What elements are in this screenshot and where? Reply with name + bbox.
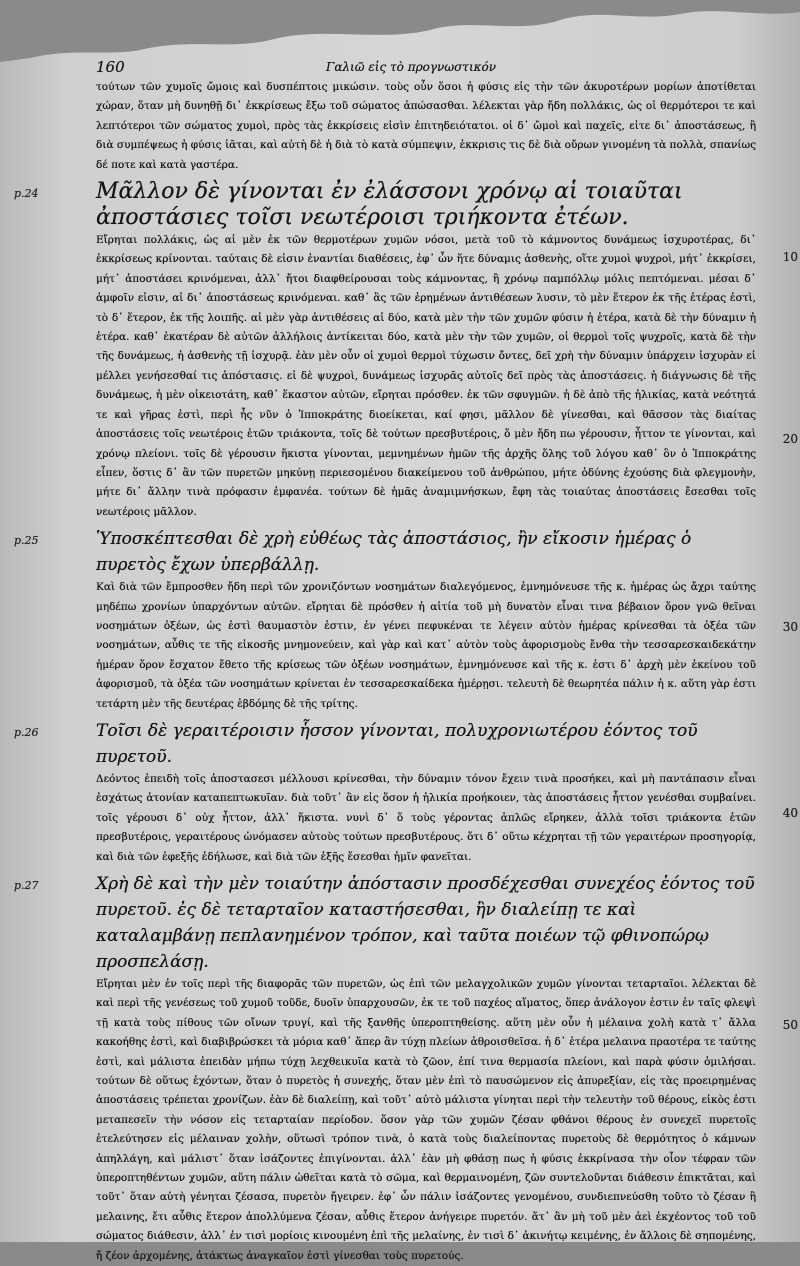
lemma-text: Τοῖσι δὲ γεραιτέροισιν ἧσσον γίνονται, πολυχρονιωτέρου ἐόντος τοῦ πυρετοῦ. [96,720,698,767]
page-header [96,58,736,80]
line-number: 20 [782,432,798,446]
lemma-heading [14,718,756,770]
lemma-heading [14,871,756,975]
lemma-heading [14,526,756,578]
lemma-text: Χρὴ δὲ καὶ τὴν μὲν τοιαύτην ἀπόστασιν προσδέχεσθαι συνεχέος ἐόντος τοῦ πυρετοῦ. ἐς δὲ τεταρταῖον καταστήσεσθαι, ἢν διαλείπῃ τε καὶ καταλαμβάνῃ πεπλανημένον τρόπον, καὶ ταῦτα ποιέων τῷ φθινοπώρῳ προσπελάσῃ. [96,874,755,972]
line-number: 50 [782,1018,798,1032]
commentary-paragraph: Εἴρηται μὲν ἐν τοῖς περὶ τῆς διαφορᾶς τῶν πυρετῶν, ὡς ἐπὶ τῶν μελαγχολικῶν χυμῶν γίνονται τεταρταῖοι. λέλεκται δὲ καὶ περὶ τῆς γενέσεως τοῦ χυμοῦ τοῦδε, δυοῖν ὑπαρχουσῶν, ἐκ τε τοῦ παχέος αἵματος, ὅπερ ἀνάλογον ἐστιν ἐν ταῖς φλεψὶ τῇ κατὰ τοὺς πίθους τῶν οἴνων τρυγί, καὶ τῆς ξανθῆς ὑπεροπτηθείσης. αὕτη μὲν οὖν ἡ μέλαινα χολὴ κατὰ τ᾽ ἄλλα κακοήθης ἐστὶ, καὶ διαβιβρώσκει τὰ μόρια καθ᾽ ἅπερ ἂν τύχῃ πλείων ἀθροισθεῖσα. ἡ δ᾽ ἑτέρα μελαινα πραοτέρα τε ταύτης ἐστὶ, καὶ μάλιστα ἐπειδὰν μήπω τύχῃ λεχθεικυῖα κατὰ τὸ ζῶον, ἐπί τινα θερμασία πλείονι, καὶ παρὰ φύσιν ὁμιλήσαι. τούτων δὲ οὕτως ἐχόντων, ὅταν ὁ πυρετὸς ἡ συνεχής, ὅταν μὲν ἐπὶ τὸ παυσώμενον εἰς ἀπυρεξίαν, εἰς τὰς προειρημένας ἀποστάσεις τρέπεται χρονίζων. ἐὰν δὲ διαλείπῃ, καὶ τοῦτ᾽ αὐτὸ μάλιστα γίνηται περὶ τὴν τελευτὴν τοῦ θέρους, εἰκὸς ἐστι μεταπεσεῖν τὴν νόσον εἰς τεταρταίαν περίοδον. ὅσον γὰρ τῶν χυμῶν ζέσαν φθάνοι θέρους ἐν συνεχεῖ πυρετοῖς ἐτελεύτησεν εἰς μέλαιναν χολὴν, οὕτωσὶ τρόπον τινὰ, ὁ κατὰ τοὺς διαλείποντας πυρετοὺς δὲ θερμότητος ὁ κάμνων ἀπηλλάγη, καὶ μάλιστ᾽ ὅταν ἰσάζοντες ἐπιγίνονται. ἀλλ᾽ ἐὰν μὴ φθάσῃ πως ἡ φύσις ἐκκρίνασα τὴν οἷον τέφραν τῶν ὑπεροπτηθέντων χυμῶν, αὕτη πάλιν ὠθεῖται κατὰ τὸ σῶμα, καὶ θερμαινομένη, ζῶν συντελοῦνται διάθεσιν ἐπικτᾶται, καὶ τοῦτ᾽ ὅταν αὐτὴ γένηται ζέσασα, πυρετὸν ἤγειρεν. ἐφ᾽ ὧν πάλιν ἰσάζοντες γενομένου, συνδιεπνεύσθη τοῦτο τὸ ζέσαν ἢ μελαινης, ἔτι αὖθις ἕτερον ἀπολλύμενα ζέσαν, αὖθις ἕτερον ἀνήγειρε πυρετόν. ἅτ᾽ ἂν μὴ τοῦ μὲν ἀεὶ ἐκχέοντος τοῦ τοῦ σώματος διάθεσιν, ἀλλ᾽ ἐν τισὶ μορίοις κινουμένη ἐπὶ τῆς μελαίνης, ἐν τισὶ δ᾽ ἀκινήτῳ κειμένης, ἐν ἄλλοις δὲ σηπομένης, ἤ ζέον ἀρχομένης, ἀτάκτως ἀναγκαῖον ἐστὶ γίνεσθαι τοὺς πυρετούς. [96,978,756,1262]
commentary-paragraph: Καὶ διὰ τῶν ἔμπροσθεν ἤδη περὶ τῶν χρονιζόντων νοσημάτων διαλεγόμενος, ἐμνημόνευσε τῆς κ. ἡμέρας ὡς ἄχρι ταύτης μηδέπω χρονίων ὑπαρχόντων αὐτῶν. εἴρηται δὲ πρόσθεν ἡ αἰτία τοῦ μὴ δυνατὸν εἶναι τινα βέβαιον ὅρον γνῶ θεῖναι νοσημάτων ὀξέων, ὡς ἐστὶ θαυμαστὸν ἐστιν, ἐν γένει πεφυκέναι τε λέγειν αὐτὸν ἡμέρας κρίνεσθαι τὰ ὀξέα τῶν νοσημάτων, αὖθις τε τῆς εἰκοσῆς μνημονεύειν, καὶ γὰρ καὶ κατ᾽ αὐτὸν τοὺς ἀφορισμοὺς ἔνθα τὴν τεσσαρεσκαιδεκάτην ἡμέραν ὅρον ἔσχατον ἔθετο τῆς κρίσεως τῶν ὀξέων νοσημάτων, ἐμνημόνευσε καὶ τῆς κ. ἐστι δ᾽ ἀρχὴ μὲν ἐκείνου τοῦ ἀφορισμοῦ, τὰ ὀξέα τῶν νοσημάτων κρίνεται ἐν τεσσαρεσκαίδεκα ἡμέρῃσι. τελευτὴ δὲ θεωρητέα πάλιν ἡ κ. αὕτη γὰρ ἐστι τετάρτη μὲν τῆς δευτέρας ἑβδόμης δὲ τῆς τρίτης. [96,581,756,710]
line-number: 40 [782,806,798,820]
margin-reference: p.24 [14,187,39,201]
lemma-text: Ὑποσκέπτεσθαι δὲ χρὴ εὐθέως τὰς ἀποστάσιος, ἢν εἴκοσιν ἡμέρας ὁ πυρετὸς ἔχων ὑπερβάλλῃ. [96,529,692,576]
commentary-paragraph: Εἴρηται πολλάκις, ὡς αἱ μὲν ἐκ τῶν θερμοτέρων χυμῶν νόσοι, μετὰ τοῦ τὸ κάμνοντος δυνάμεως ἰσχυροτέρας, δι᾽ ἐκκρίσεως κρίνονται. ταύταις δὲ εἰσιν ἐναντίαι διαθέσεις, ἐφ᾽ ὧν ἥτε δύναμις ἀσθενὴς, οἵτε χυμοὶ ψυχροὶ, μήτ᾽ ἐκκρίσει, μήτ᾽ ἀποστάσει κρινόμεναι, ἀλλ᾽ ἤτοι διαφθείρουσαι τοὺς κάμνοντας, ἢ χρόνῳ παμπόλλῳ μόλις πεπτόμεναι. μέσαι δ᾽ ἀμφοῖν εἰσιν, αἱ δι᾽ ἀποστάσεως κρινόμεναι. καθ᾽ ἃς τῶν ἐρημένων ἀντιθέσεων λυσιν, τὸ μὲν ἕτερον ἐκ τῆς ἑτέρας ἐστὶ, τὸ δ᾽ ἕτερον, ἐκ τῆς λοιπῆς. αἱ μὲν γὰρ ἀντιθέσεις αἱ δύο, κατὰ μὲν τὴν τῶν χυμῶν φύσιν ἡ ἑτέρα, κατὰ δὲ τὴν δύναμιν ἡ ἑτέρα. καθ᾽ ἑκατέραν δὲ αὐτῶν ἀλλήλοις ἀντίκειται δύο, κατὰ μὲν τὴν τῶν χυμῶν, οἱ θερμοὶ τοῖς ψυχροῖς, κατὰ δὲ τὴν τῆς δυνάμεως, ἡ ἀσθενὴς τῇ ἰσχυρᾷ. ἐὰν μὲν οὖν οἱ χυμοὶ θερμοὶ τύχωσιν ὄντες, δεῖ χρὴ τὴν δύναμιν ὑπάρχειν ἰσχυρὰν εἰ μέλλει γενήσεσθαί τις ἀπόστασις. εἰ δὲ ψυχροὶ, δυνάμεως ἰσχυρᾶς αὐτοῖς δεῖ πρὸς τὰς ἀποστάσεις. ἡ διάγνωσις δὲ τῆς δυνάμεως, ἡ μὲν οἰκειοτάτη, καθ᾽ ἕκαστον αὐτῶν, εἴρηται πρόσθεν. ἐκ τῶν σφυγμῶν. ἡ δὲ ἀπὸ τῆς ἡλικίας, κατὰ νεότητά τε καὶ γῆρας ἐστὶ, περὶ ἧς νῦν ὁ Ἱπποκράτης διοείκεται, καί φησι, μᾶλλον δὲ γίνεσθαι, καὶ θᾶσσον τὰς διαίτας ἀποστάσεις τοῖς νεωτέροις ἐτῶν τριάκοντα, τοῖς δὲ τούτων πρεσβυτέροις, ὅ μὲν ἤδη πω γέρουσιν, ἧττον τε γίνονται, καὶ χρόνῳ πλείονι. τοῖς δὲ γέρουσιν ἥκιστα γίνονται, μεμνημένων ἡμῶν τῆς ἀρχῆς ὅλης τοῦ λόγου καθ᾽ ὃν ὁ Ἱπποκράτης εἶπεν, ὅστις δ᾽ ἂν τῶν πυρετῶν μηκύνῃ περιεσομένου διακείμενου τοῦ ἀνθρώπου, μήτε ὀδύνης ἐχούσης διὰ φλεγμονὴν, μήτε δι᾽ ἄλλην τινὰ πρόφασιν ἐμφανέα. τούτων δὲ ἡμᾶς ἀναμιμνήσκων, ἔφη τὰς τοιαύτας ἀποστάσεις ἔσεσθαι τοῖς νεωτέροις μᾶλλον. [96,234,756,518]
commentary-paragraph: Δεόντος ἐπειδὴ τοῖς ἀποστασεσι μέλλουσι κρίνεσθαι, τὴν δύναμιν τόνον ἔχειν τινὰ προσήκει, καὶ μὴ παντάπασιν εἶναι ἐσχάτως ἀτονίαν καταπεπτωκυῖαν. διὰ τοῦτ᾽ ἂν εἰς ὅσον ἡ ἡλικία προήκοιεν, τὰς ἀποστάσεις ἧττον γενέσθαι συμβαίνει. τοῖς γέρουσι δ᾽ οὐχ ἧττον, ἀλλ᾽ ἥκιστα. νυνὶ δ᾽ ὅ τοὺς γέροντας ἁπλῶς εἴρηκεν, ἀλλὰ τοῖσι τριάκοντα ἐτῶν πρεσβυτέροις, γεραιτέρους ὠνόμασεν αὐτοὺς τούτων πρεσβυτέρους. ὅτι δ᾽ οὕτω κέχρηται τῇ τῶν γεραιτέρων προσηγορίᾳ, καὶ διὰ τῶν ἐφεξῆς ἐδήλωσε, καὶ διὰ τῶν ἑξῆς ἔσεσθαι ἡμῖν φανεῖται. [96,772,756,863]
margin-reference: p.25 [14,534,39,548]
line-number: 30 [782,620,798,634]
margin-reference: p.26 [14,725,39,739]
lemma-heading [14,179,756,231]
lemma-text: Μᾶλλον δὲ γίνονται ἐν ἐλάσσονι χρόνῳ αἱ τοιαῦται ἀποστάσιες τοῖσι νεωτέροισι τριήκοντα ἐτέων. [96,179,683,231]
text-block [14,78,756,1262]
commentary-paragraph: τούτων τῶν χυμοῖς ὤμοις καὶ δυσπέπτοις μικώσιν. τοὺς οὖν ὅσοι ἡ φύσις εἰς τὴν τῶν ἀκυροτέρων μορίων ἀποτίθεται χώραν, ὅταν μὴ δυνηθῇ δι᾽ ἐκκρίσεως ἔξω τοῦ σώματος ἀπώσασθαι. λέλεκται γὰρ ἤδη πολλάκις, ὡς οἱ θερμότεροι τε καὶ λεπτότεροι τῶν σώματος χυμοὶ, πρὸς τὰς ἐκκρίσεις εἰσὶν ἐπιτηδειότατοι. οἱ δ᾽ ὤμοὶ καὶ παχεῖς, εἰτε δι᾽ ἀποστάσεως, ἢ διὰ συμπέψεως ἡ φύσις ἰᾶται, καὶ αὐτὴ δὲ ἡ διὰ τὸ κατὰ σύμπεψιν, ἐκκρισις τις δὲ διὰ οὔρων γινομένη τὰ πολλὰ, σπανίως δέ ποτε καὶ κατὰ γαστέρα. [96,81,756,171]
running-title: Γαλιῶ εἰς τὸ προγνωστικόν [326,60,497,74]
line-number: 10 [782,250,798,264]
folio-number: 160 [96,58,125,76]
margin-reference: p.27 [14,879,39,892]
